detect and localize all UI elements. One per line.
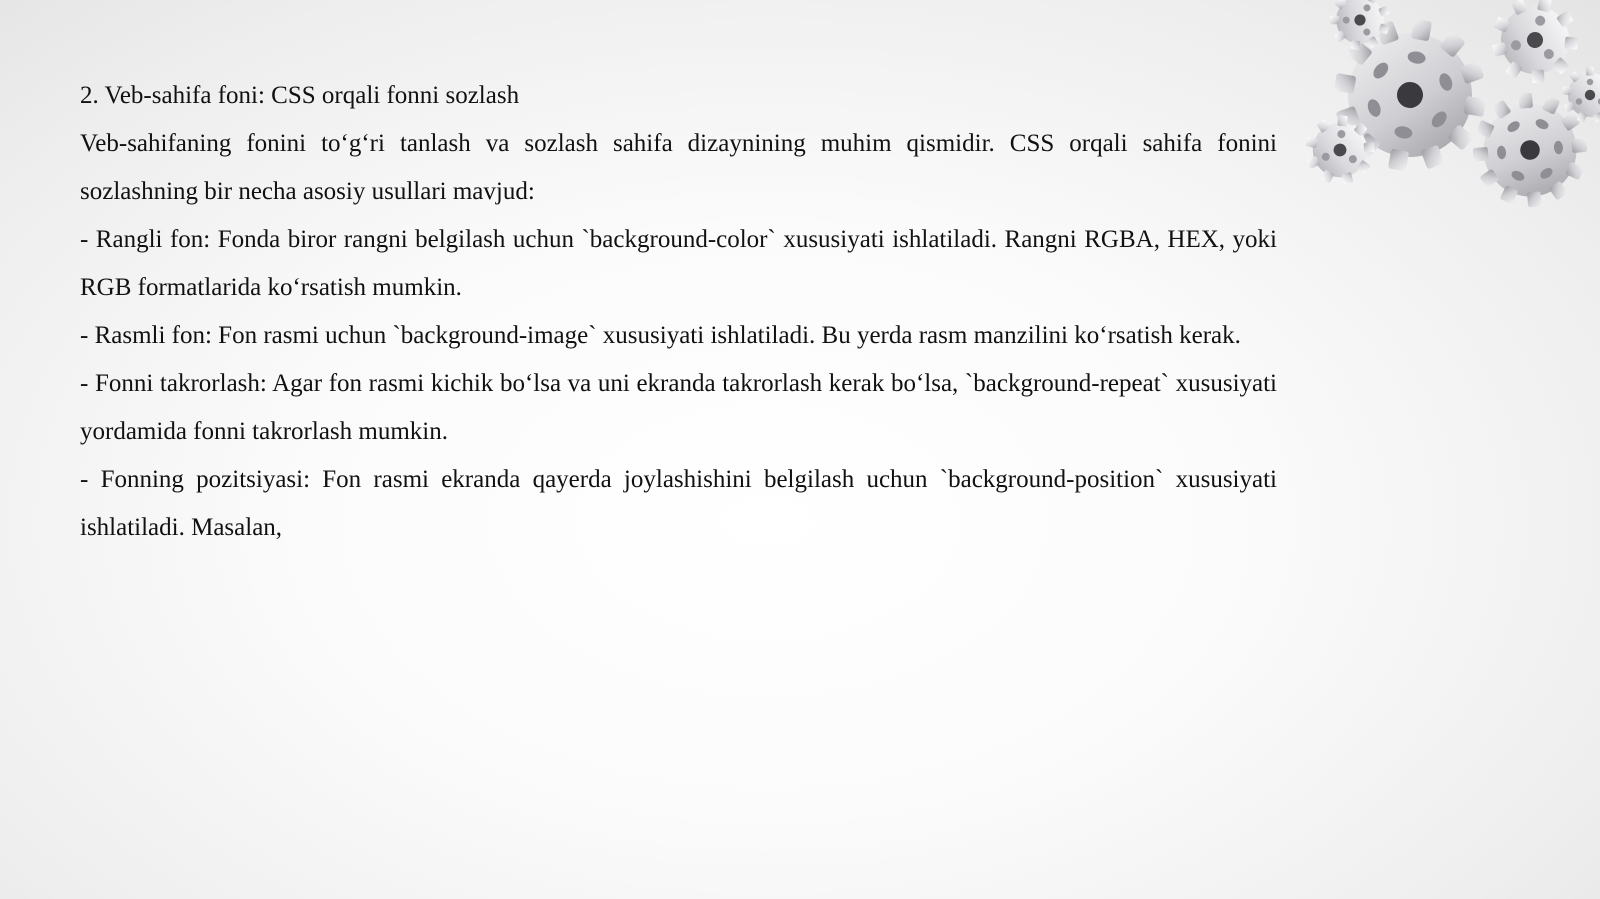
paragraph-image-background: - Rasmli fon: Fon rasmi uchun `background-image` xususiyati ishlatiladi. Bu yerda rasm manzilini ko‘rsatish kerak.: [80, 322, 1241, 349]
slide-heading: 2. Veb-sahifa foni: CSS orqali fonni sozlash: [80, 82, 520, 109]
paragraph-color-background: - Rangli fon: Fonda biror rangni belgilash uchun `background-color` xususiyati ishlatiladi. Rangni RGBA, HEX, yoki RGB formatlarida ko‘rsatish mumkin.: [80, 226, 1277, 301]
paragraph-background-repeat: - Fonni takrorlash: Agar fon rasmi kichik bo‘lsa va uni ekranda takrorlash kerak bo‘lsa, `background-repeat` xususiyati yordamida fonni takrorlash mumkin.: [80, 370, 1277, 445]
slide-content: [80, 72, 1277, 552]
paragraph-intro: Veb-sahifaning fonini to‘g‘ri tanlash va sozlash sahifa dizaynining muhim qismidir. CSS orqali sahifa fonini sozlashning bir necha asosiy usullari mavjud:: [80, 130, 1277, 205]
gears-icon: [1300, 0, 1600, 240]
paragraph-background-position: - Fonning pozitsiyasi: Fon rasmi ekranda qayerda joylashishini belgilash uchun `background-position` xususiyati ishlatiladi. Masalan,: [80, 466, 1277, 541]
